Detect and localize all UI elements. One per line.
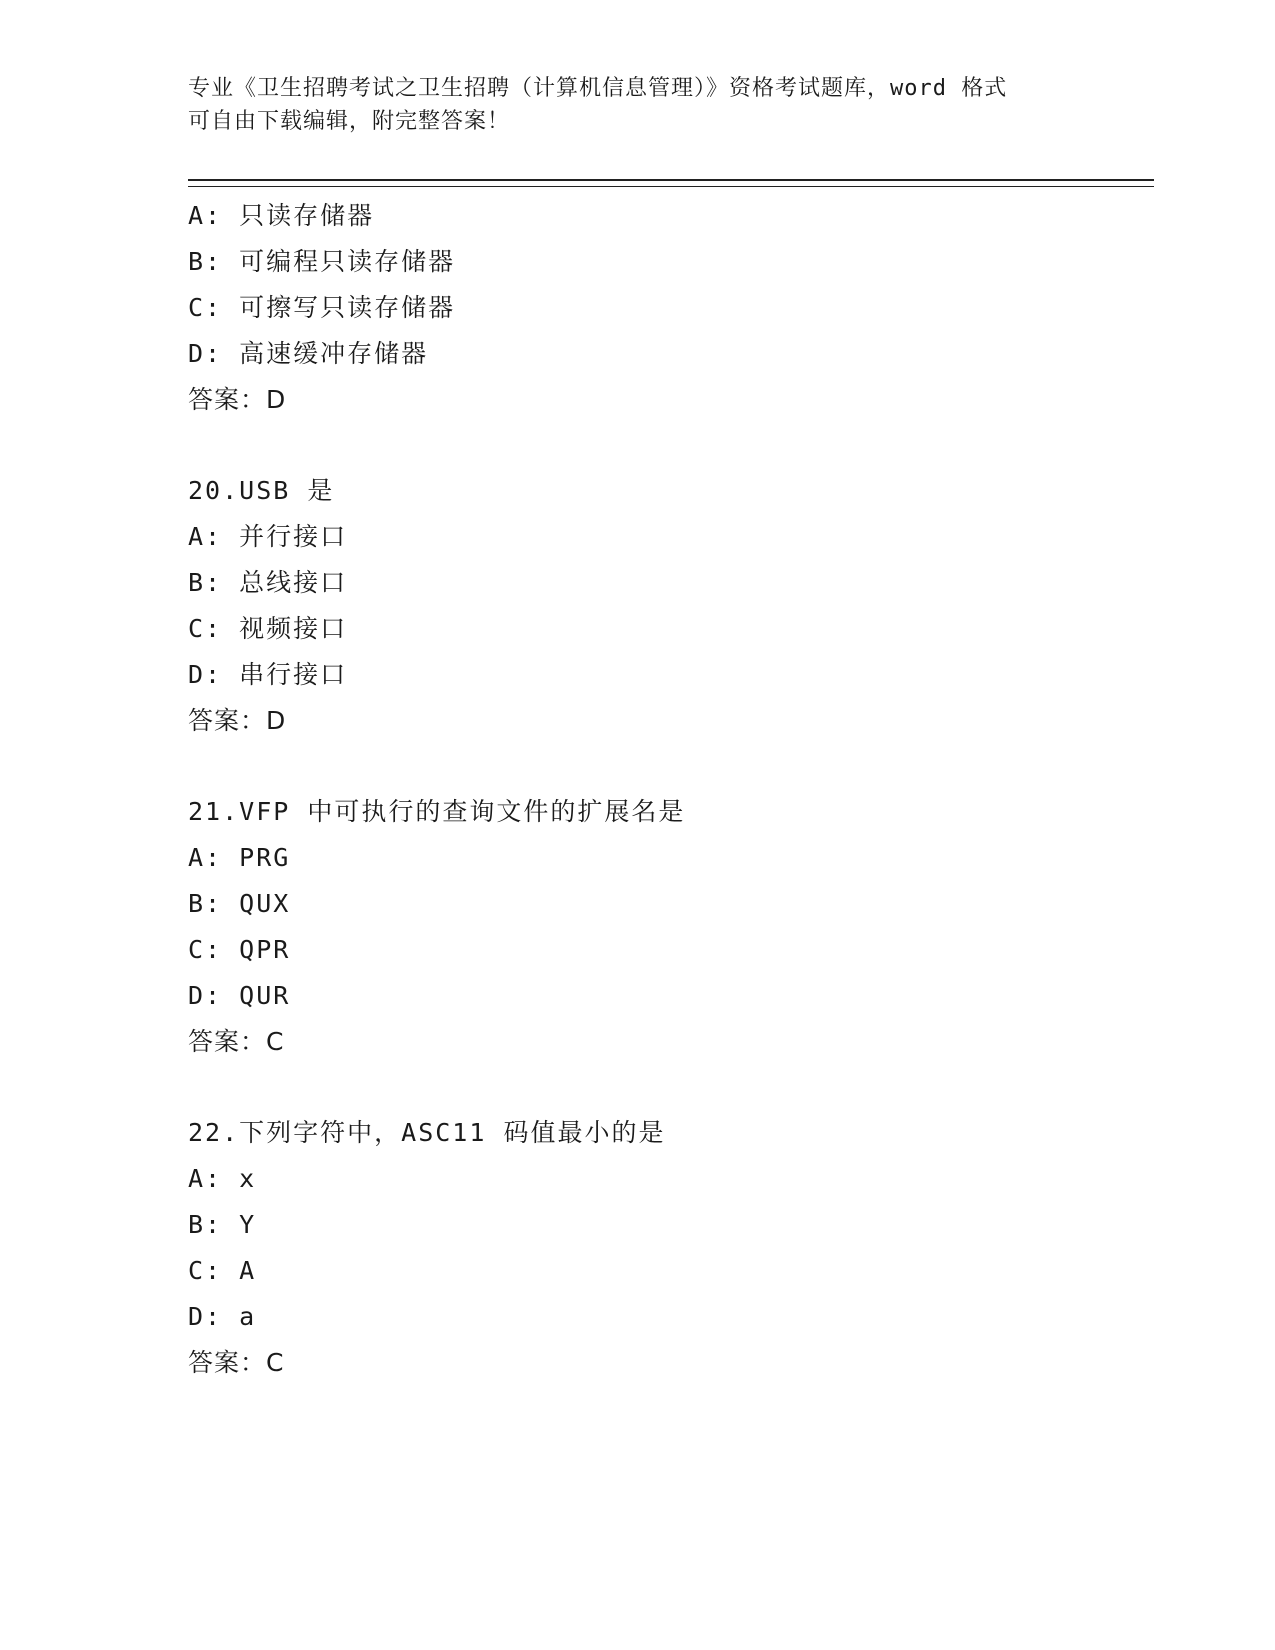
option-d: D: 高速缓冲存储器 (188, 339, 429, 368)
question-text: 21.VFP 中可执行的查询文件的扩展名是 (188, 797, 686, 826)
option-c: C: 视频接口 (188, 614, 348, 643)
option-a: A: 并行接口 (188, 522, 348, 551)
question-20 (188, 468, 1148, 744)
header-line-2: 可自由下载编辑，附完整答案！ (188, 109, 511, 134)
spacer (188, 744, 1148, 789)
question-text: 20.USB 是 (188, 476, 335, 505)
document-header (188, 72, 1088, 138)
option-c: C: 可擦写只读存储器 (188, 293, 456, 322)
option-a: A: x (188, 1164, 257, 1193)
answer-line: 答案：D (188, 706, 287, 735)
header-line-1: 专业《卫生招聘考试之卫生招聘（计算机信息管理）》资格考试题库，word 格式 (188, 76, 1008, 101)
question-list (188, 193, 1148, 1386)
option-d: D: a (188, 1302, 257, 1331)
option-d: D: 串行接口 (188, 660, 348, 689)
option-c: C: A (188, 1256, 257, 1285)
question-text: 22.下列字符中，ASC11 码值最小的是 (188, 1118, 666, 1147)
option-c: C: QPR (188, 935, 291, 964)
option-b: B: QUX (188, 889, 291, 918)
spacer (188, 1065, 1148, 1110)
option-a: A: 只读存储器 (188, 201, 375, 230)
option-d: D: QUR (188, 981, 291, 1010)
header-divider (188, 179, 1154, 187)
option-a: A: PRG (188, 843, 291, 872)
spacer (188, 423, 1148, 468)
answer-line: 答案：D (188, 385, 287, 414)
option-b: B: Y (188, 1210, 257, 1239)
question-19 (188, 193, 1148, 423)
option-b: B: 可编程只读存储器 (188, 247, 456, 276)
answer-line: 答案：C (188, 1027, 285, 1056)
answer-line: 答案：C (188, 1348, 285, 1377)
question-21 (188, 789, 1148, 1065)
question-22 (188, 1110, 1148, 1386)
option-b: B: 总线接口 (188, 568, 348, 597)
